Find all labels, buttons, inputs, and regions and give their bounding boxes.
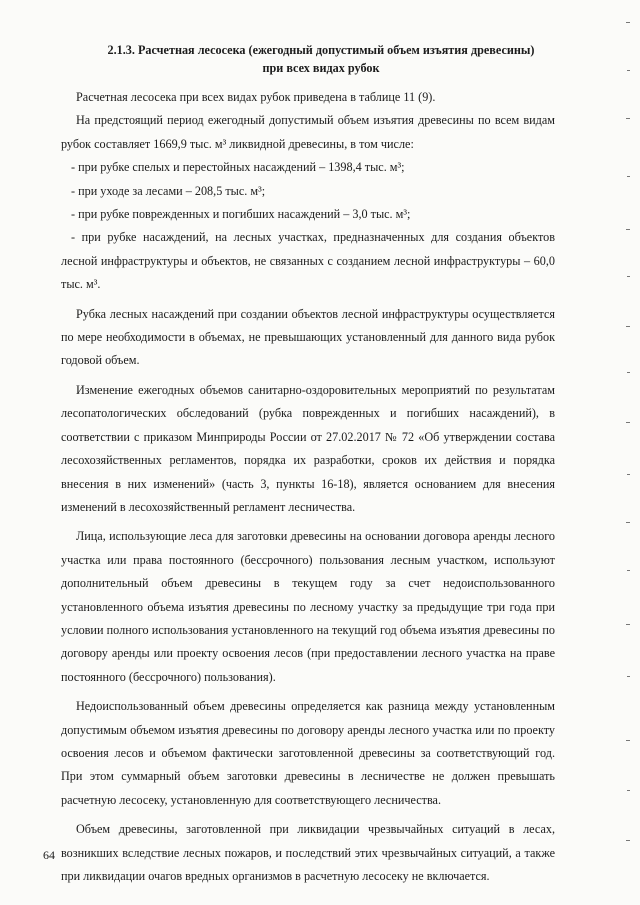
- scan-edge-mark: [626, 422, 630, 423]
- section-title: Расчетная лесосека (ежегодный допустимый объем изъятия древесины): [137, 43, 535, 57]
- scan-edge-mark: [626, 740, 630, 741]
- scan-edge-mark: [627, 676, 630, 677]
- scan-edge-mark: [626, 326, 630, 327]
- scan-edge-mark: [627, 372, 630, 373]
- list-item-damaged-stands: - при рубке поврежденных и погибших насаждений – 3,0 тыс. м³;: [71, 207, 411, 222]
- scan-edge-mark: [626, 522, 630, 523]
- paragraph-lease-holders: Лица, использующие леса для заготовки древесины на основании договора аренды лесного участка или права постоянного (бессрочного) пользования лесным участком, используют дополнительный объем древесины в текущем году за счет недоиспользованного установленного объема изъятия древесины по лесному участку за предыдущие три года при условии полного использования установленного на текущий год объема изъятия древесины по договору аренды или проекту освоения лесов (при предоставлении лесного участка на праве постоянного (бессрочного) пользования).: [61, 529, 555, 684]
- scan-edge-mark: [626, 22, 630, 23]
- scan-edge-mark: [627, 790, 630, 791]
- paragraph-annual-volume: На предстоящий период ежегодный допустимый объем изъятия древесины по всем видам рубок составляет 1669,9 тыс. м³ ликвидной древесины, в том числе:: [61, 113, 555, 151]
- scan-edge-mark: [626, 118, 630, 119]
- paragraph-sanitary-measures: Изменение ежегодных объемов санитарно-оздоровительных мероприятий по результатам лесопатологических обследований (рубка поврежденных и погибших насаждений), в соответствии с приказом Минприроды России от 27.02.2017 № 72 «Об утверждении состава лесохозяйственных регламентов, порядка их разработки, сроков их действия и порядка внесения в них изменений» (часть 3, пункты 16-18), является основанием для внесения изменений в лесохозяйственный регламент лесничества.: [61, 382, 555, 514]
- paragraph-infrastructure-felling: Рубка лесных насаждений при создании объектов лесной инфраструктуры осуществляется по мере необходимости в объемах, не превышающих установленный для данного вида рубок годовой объем.: [61, 306, 555, 368]
- scan-edge-mark: [627, 474, 630, 475]
- scan-edge-mark: [626, 840, 630, 841]
- scan-edge-mark: [627, 176, 630, 177]
- heading-line-1: [56, 41, 586, 59]
- scan-edge-mark: [627, 70, 630, 71]
- paragraph-table-reference: Расчетная лесосека при всех видах рубок приведена в таблице 11 (9).: [76, 90, 436, 104]
- list-item-forest-care: - при уходе за лесами – 208,5 тыс. м³;: [71, 183, 266, 198]
- list-item-infrastructure: - при рубке насаждений, на лесных участках, предназначенных для создания объектов лесной инфраструктуры и объектов, не связанных с созданием лесной инфраструктуры – 60,0 тыс. м³.: [61, 230, 555, 292]
- scan-edge-mark: [626, 624, 630, 625]
- heading-line-2: при всех видах рубок: [262, 61, 380, 75]
- scan-edge-mark: [627, 276, 630, 277]
- section-heading: [56, 41, 586, 77]
- paragraph-emergency-volume: Объем древесины, заготовленной при ликвидации чрезвычайных ситуаций в лесах, возникших вследствие лесных пожаров, и последствий этих чрезвычайных ситуаций, а также при ликвидации очагов вредных организмов в расчетную лесосеку не включается.: [61, 822, 555, 883]
- section-number: 2.1.3.: [107, 43, 135, 57]
- scan-edge-mark: [627, 570, 630, 571]
- body-text: [61, 86, 555, 888]
- paragraph-underused-volume: Недоиспользованный объем древесины определяется как разница между установленным допустимым объемом изъятия древесины по договору аренды лесного участка или по проекту освоения лесов и объемом фактически заготовленной древесины за соответствующий год. При этом суммарный объем заготовки древесины в лесничестве не должен превышать расчетную лесосеку, установленную для соответствующего лесничества.: [61, 699, 555, 807]
- page-number: 64: [43, 848, 55, 862]
- scan-edge-mark: [626, 229, 630, 230]
- list-item-mature-stands: - при рубке спелых и перестойных насаждений – 1398,4 тыс. м³;: [71, 160, 405, 175]
